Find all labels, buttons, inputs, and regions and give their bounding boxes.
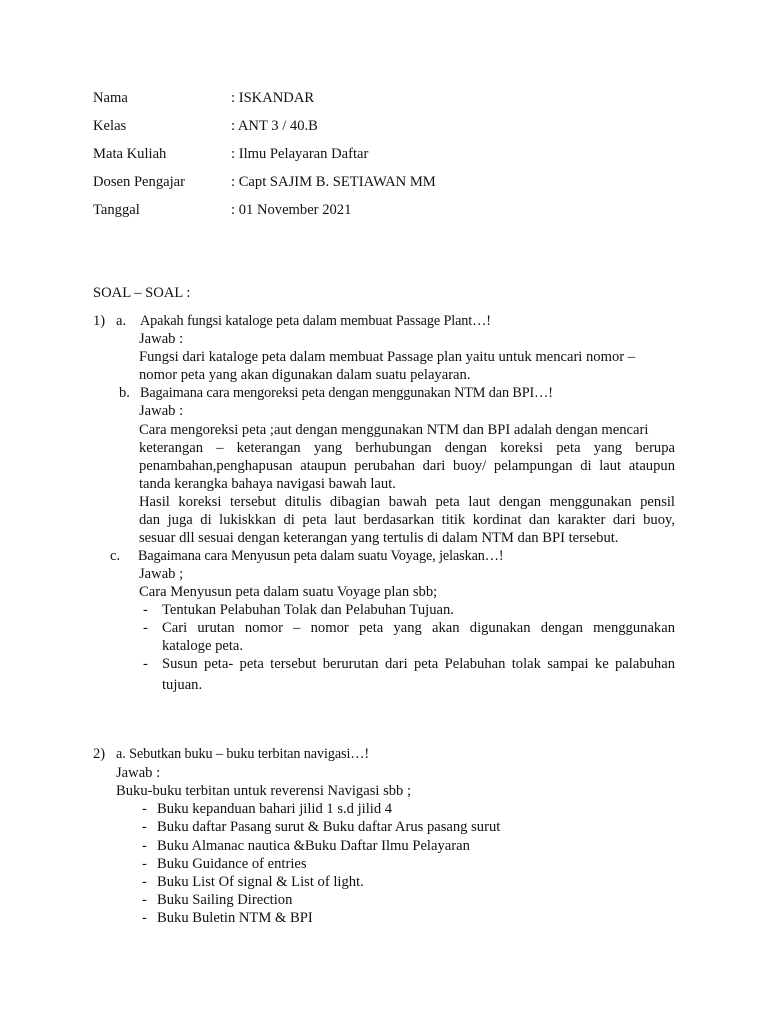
value-kelas: : ANT 3 / 40.B (231, 118, 318, 134)
q2-item-4-dash: - (142, 856, 147, 872)
q1b-jawab: Jawab : (139, 403, 184, 419)
q1b-para1-line-4: tanda kerangka bahaya navigasi bawah laut. (139, 476, 396, 492)
q2-intro: Buku-buku terbitan untuk reverensi Navigasi sbb ; (116, 783, 412, 799)
label-tanggal: Tanggal (93, 202, 140, 218)
q2-item-6-dash: - (142, 892, 147, 908)
q1c-intro: Cara Menyusun peta dalam suatu Voyage plan sbb; (139, 584, 438, 600)
q2-item-2-dash: - (142, 819, 147, 835)
value-mata-kuliah: : Ilmu Pelayaran Daftar (231, 146, 369, 162)
label-mata-kuliah: Mata Kuliah (93, 146, 167, 162)
section-title: SOAL – SOAL : (93, 285, 191, 301)
label-nama: Nama (93, 90, 128, 106)
q1c-item-3-line-2: tujuan. (162, 677, 203, 693)
q1b-marker: b. (119, 385, 130, 401)
q1c-item-1-line-1: Tentukan Pelabuhan Tolak dan Pelabuhan Tujuan. (162, 602, 454, 618)
q1-number: 1) (93, 313, 106, 329)
q2-item-5-dash: - (142, 874, 147, 890)
q1b-para1-line-2: keterangan – keterangan yang berhubungan dengan koreksi peta yang berupa (139, 440, 675, 456)
value-dosen-pengajar: : Capt SAJIM B. SETIAWAN MM (231, 174, 436, 190)
q2-question: a. Sebutkan buku – buku terbitan navigasi…! (116, 746, 369, 762)
q1c-item-1-dash: - (143, 602, 148, 618)
q2-item-1: Buku kepanduan bahari jilid 1 s.d jilid 4 (157, 801, 393, 817)
q1c-question: Bagaimana cara Menyusun peta dalam suatu Voyage, jelaskan…! (138, 548, 504, 564)
label-kelas: Kelas (93, 118, 127, 134)
value-nama: : ISKANDAR (231, 90, 315, 106)
q1c-marker: c. (110, 548, 121, 564)
q1a-answer-line-2: nomor peta yang akan digunakan dalam suatu pelayaran. (139, 367, 471, 383)
q2-item-1-dash: - (142, 801, 147, 817)
q2-item-4: Buku Guidance of entries (157, 856, 307, 872)
value-tanggal: : 01 November 2021 (231, 202, 352, 218)
q2-item-3: Buku Almanac nautica &Buku Daftar Ilmu Pelayaran (157, 838, 470, 854)
q1c-item-2-line-1: Cari urutan nomor – nomor peta yang akan digunakan dengan menggunakan (162, 620, 675, 636)
q2-item-7: Buku Buletin NTM & BPI (157, 910, 313, 926)
q1c-item-3-line-1: Susun peta- peta tersebut berurutan dari peta Pelabuhan tolak sampai ke palabuhan (162, 656, 675, 672)
q1b-para1-line-1: Cara mengoreksi peta ;aut dengan menggunakan NTM dan BPI adalah dengan mencari (139, 422, 649, 438)
q1b-para2-line-3: sesuar dll sesuai dengan keterangan yang tertulis di dalam NTM dan BPI tersebut. (139, 530, 619, 546)
q1c-item-2-line-2: kataloge peta. (162, 638, 244, 654)
q1a-jawab: Jawab : (139, 331, 184, 347)
q1c-item-2-dash: - (143, 620, 148, 636)
q2-item-7-dash: - (142, 910, 147, 926)
q2-number: 2) (93, 746, 106, 762)
q2-item-5: Buku List Of signal & List of light. (157, 874, 364, 890)
q1b-para1-line-3: penambahan,penghapusan ataupun perubahan dari buoy/ pelampungan di laut ataupun (139, 458, 675, 474)
q1b-para2-line-1: Hasil koreksi tersebut ditulis dibagian bawah peta laut dengan menggunakan pensil (139, 494, 675, 510)
q2-item-3-dash: - (142, 838, 147, 854)
q1c-item-3-dash: - (143, 656, 148, 672)
q2-jawab: Jawab : (116, 765, 161, 781)
q1a-question: Apakah fungsi kataloge peta dalam membuat Passage Plant…! (140, 313, 491, 329)
label-dosen-pengajar: Dosen Pengajar (93, 174, 185, 190)
q1b-para2-line-2: dan juga di lukiskkan di peta laut berdasarkan titik kordinat dan karakter dari buoy, (139, 512, 675, 528)
q1a-marker: a. (116, 313, 127, 329)
q1a-answer-line-1: Fungsi dari kataloge peta dalam membuat Passage plan yaitu untuk mencari nomor – (139, 349, 636, 365)
q2-item-2: Buku daftar Pasang surut & Buku daftar Arus pasang surut (157, 819, 501, 835)
q1c-jawab: Jawab ; (139, 566, 184, 582)
q2-item-6: Buku Sailing Direction (157, 892, 293, 908)
q1b-question: Bagaimana cara mengoreksi peta dengan menggunakan NTM dan BPI…! (140, 385, 553, 401)
